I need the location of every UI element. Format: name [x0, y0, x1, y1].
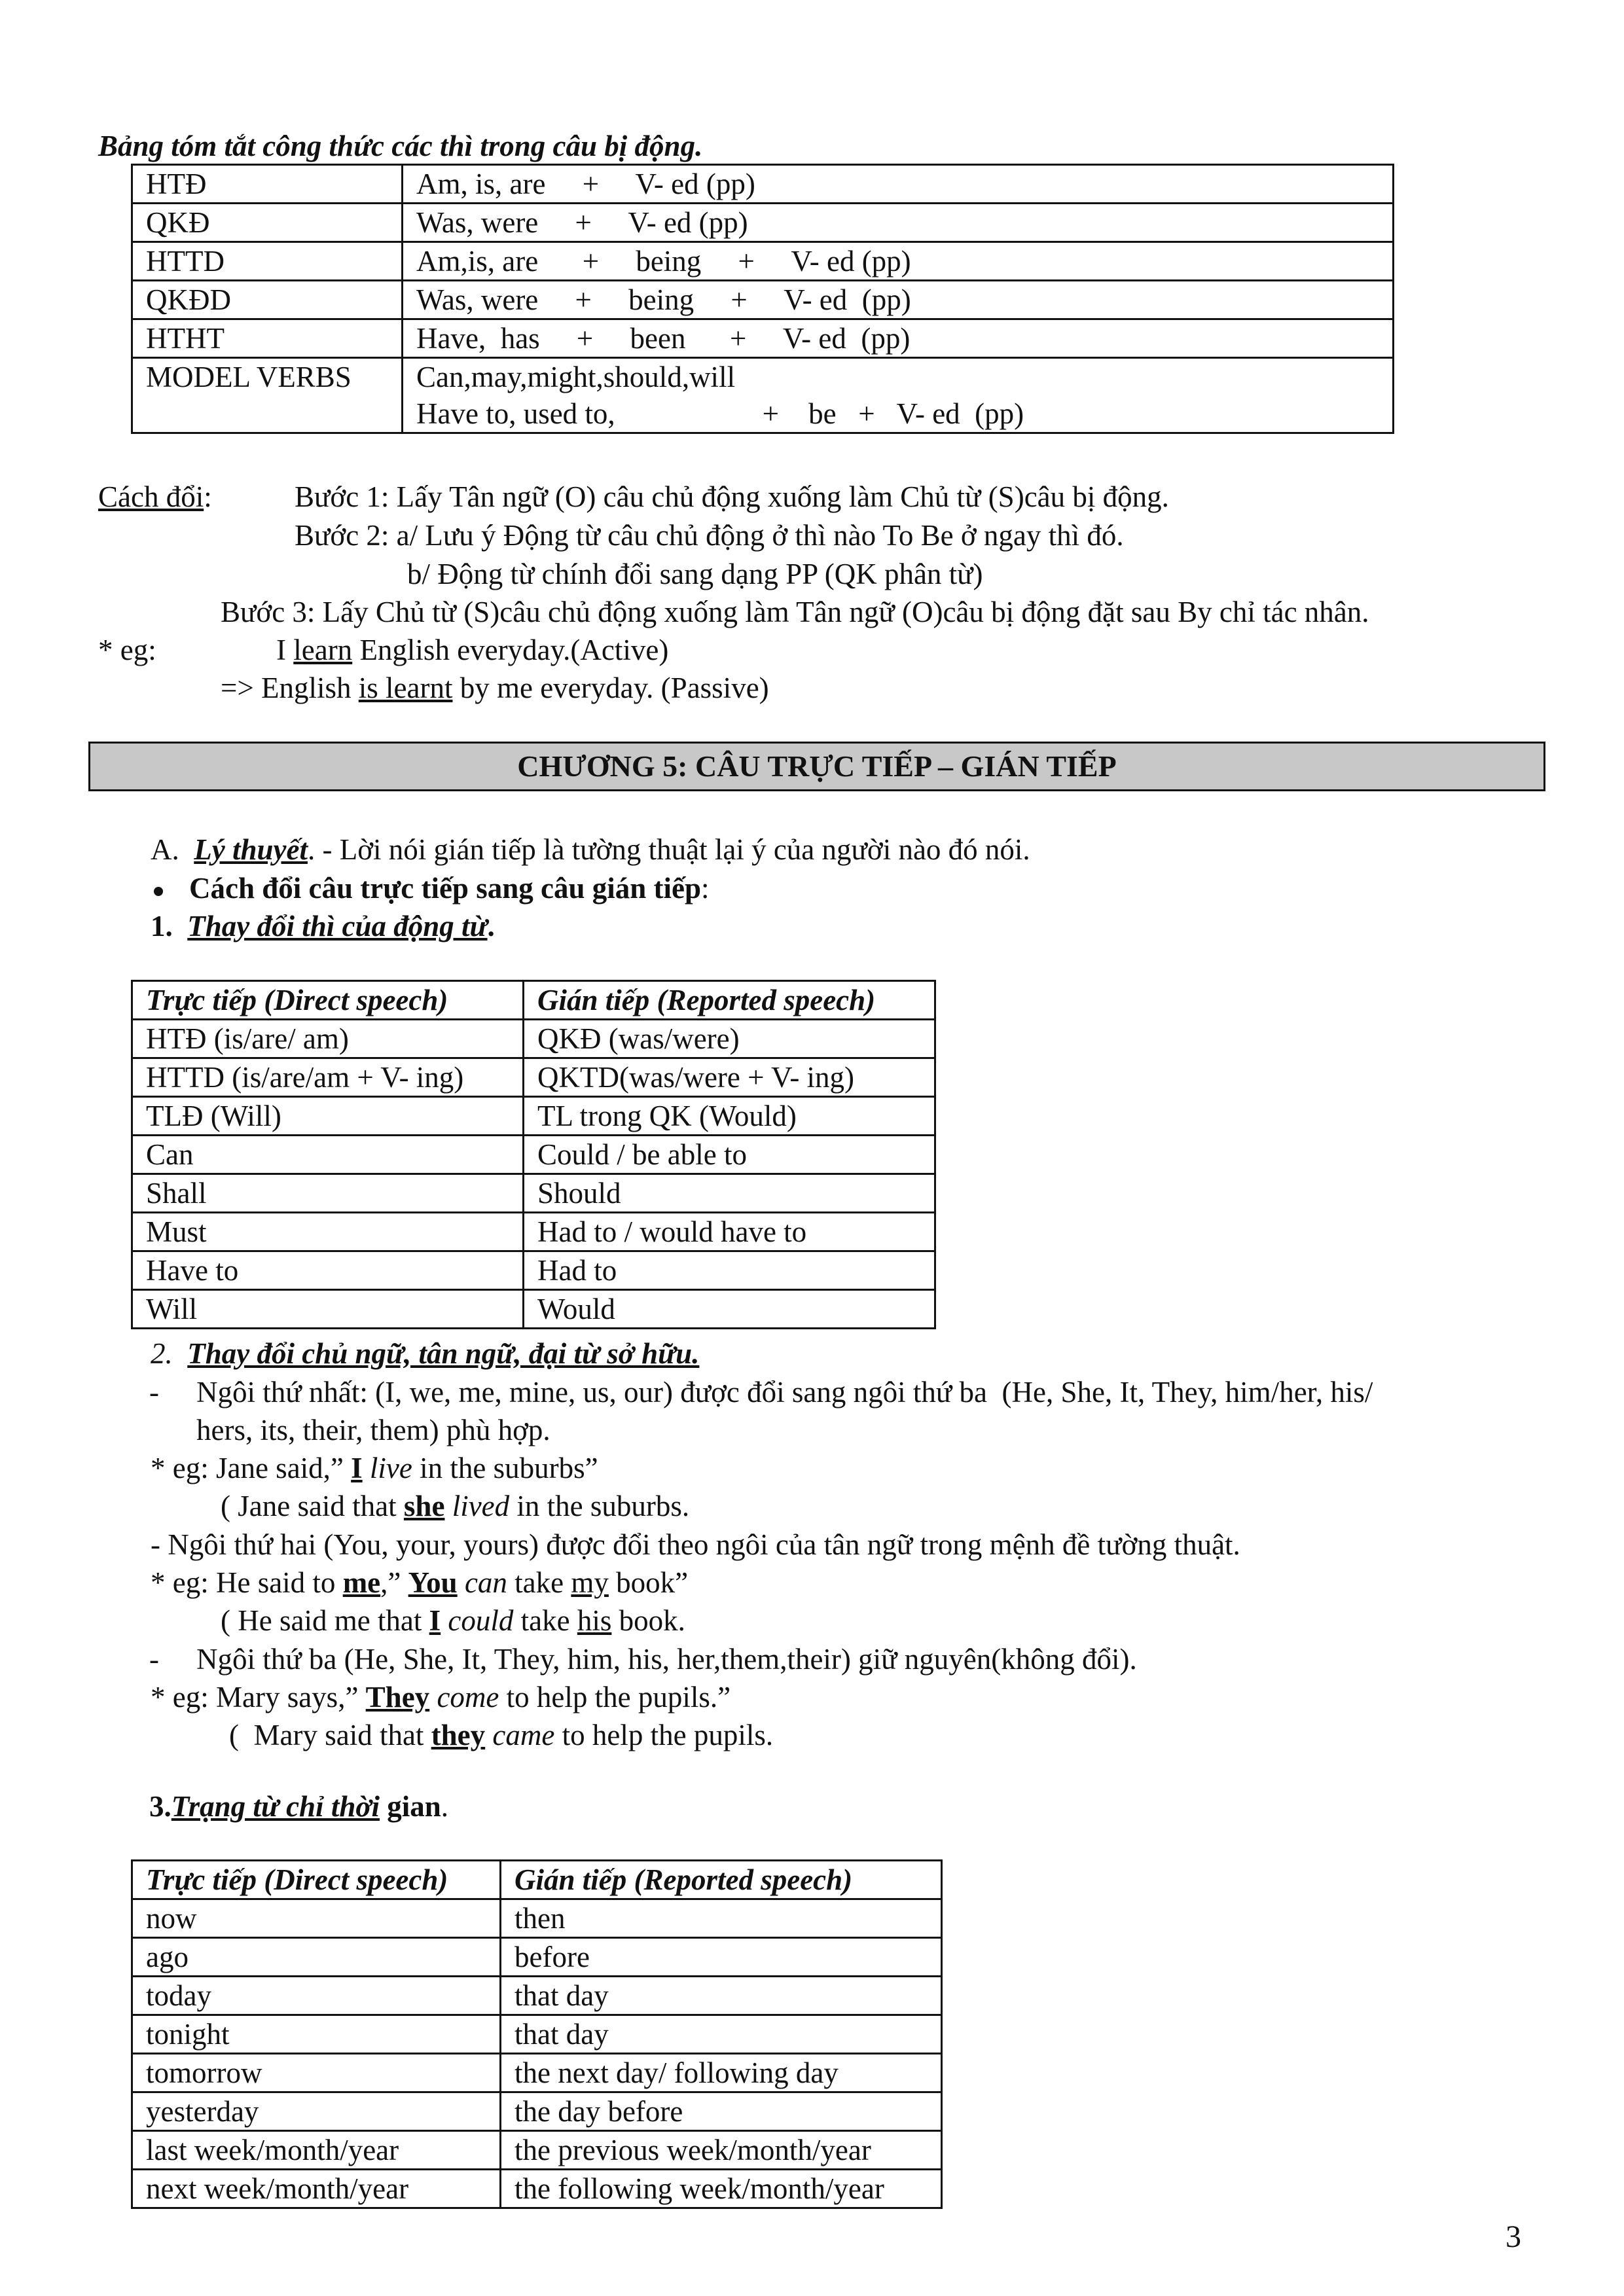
- table-row: Must Had to / would have to: [132, 1213, 935, 1251]
- passive-title: Bảng tóm tắt công thức các thì trong câu bị động.: [98, 130, 703, 162]
- passive-formula-table: [131, 164, 1394, 434]
- table-row: HTĐ Am, is, are + V- ed (pp): [132, 165, 1394, 204]
- eg-label: * eg:: [98, 634, 156, 666]
- tense-change-table: [131, 980, 936, 1329]
- eg-third-reported: ( Mary said that they came to help the pupils.: [229, 1719, 774, 1751]
- steps-label: Cách đổi:: [98, 480, 212, 513]
- second-person-rule: - Ngôi thứ hai (You, your, yours) được đổi theo ngôi của tân ngữ trong mệnh đề tường thuật.: [151, 1528, 1240, 1561]
- eg-second-reported: ( He said me that I could take his book.: [221, 1604, 685, 1637]
- table-header: Trực tiếp (Direct speech) Gián tiếp (Reported speech): [132, 1861, 942, 1899]
- third-person-rule: Ngôi thứ ba (He, She, It, They, him, his, her,them,their) giữ nguyên(không đổi).: [196, 1643, 1137, 1676]
- table-row: HTTD Am,is, are + being + V- ed (pp): [132, 242, 1394, 281]
- table-row: tonight that day: [132, 2015, 942, 2054]
- example-active: I learn English everyday.(Active): [276, 634, 669, 666]
- theory-line: A. Lý thuyết. - Lời nói gián tiếp là tường thuật lại ý của người nào đó nói.: [151, 833, 1030, 866]
- table-row: HTĐ (is/are/ am) QKĐ (was/were): [132, 1020, 935, 1058]
- example-passive: => English is learnt by me everyday. (Passive): [221, 672, 769, 704]
- table-row: ago before: [132, 1938, 942, 1977]
- table-row: last week/month/year the previous week/month/year: [132, 2131, 942, 2170]
- eg-third-direct: * eg: Mary says,” They come to help the pupils.”: [151, 1681, 731, 1713]
- bullet-convert: Cách đổi câu trực tiếp sang câu gián tiếp:: [154, 870, 710, 906]
- chapter-heading: CHƯƠNG 5: CÂU TRỰC TIẾP – GIÁN TIẾP: [88, 742, 1545, 791]
- dash-1: -: [149, 1376, 159, 1408]
- table-row: next week/month/year the following week/month/year: [132, 2170, 942, 2208]
- page-number: 3: [1506, 2219, 1521, 2254]
- step-3: Bước 3: Lấy Chủ từ (S)câu chủ động xuống làm Tân ngữ (O)câu bị động đặt sau By chỉ tác nhân.: [221, 596, 1369, 628]
- table-row: yesterday the day before: [132, 2092, 942, 2131]
- first-person-rule-cont: hers, its, their, them) phù hợp.: [196, 1414, 550, 1446]
- eg-second-direct: * eg: He said to me,” You can take my book”: [151, 1566, 689, 1599]
- dash-3: -: [149, 1643, 159, 1676]
- table-row: Shall Should: [132, 1174, 935, 1213]
- section-1-title: 1. Thay đổi thì của động từ.: [151, 910, 495, 942]
- table-row: MODEL VERBS Can,may,might,should,will Have to, used to, + be + V- ed (pp): [132, 358, 1394, 433]
- table-row: HTHT Have, has + been + V- ed (pp): [132, 319, 1394, 358]
- step-2a: Bước 2: a/ Lưu ý Động từ câu chủ động ở thì nào To Be ở ngay thì đó.: [295, 519, 1124, 552]
- table-row: tomorrow the next day/ following day: [132, 2054, 942, 2092]
- table-row: today that day: [132, 1977, 942, 2015]
- eg-first-reported: ( Jane said that she lived in the suburbs.: [221, 1490, 690, 1522]
- section-2-title: 2. Thay đổi chủ ngữ, tân ngữ, đại từ sở hữu.: [151, 1337, 700, 1370]
- table-row: QKĐD Was, were + being + V- ed (pp): [132, 281, 1394, 319]
- step-2b: b/ Động từ chính đổi sang dạng PP (QK phân từ): [407, 558, 983, 590]
- table-header: Trực tiếp (Direct speech) Gián tiếp (Reported speech): [132, 981, 935, 1020]
- time-adverb-table: [131, 1859, 943, 2209]
- step-1: Bước 1: Lấy Tân ngữ (O) câu chủ động xuống làm Chủ từ (S)câu bị động.: [295, 480, 1169, 513]
- section-3-title: 3.Trạng từ chỉ thời gian.: [149, 1790, 449, 1823]
- table-row: Can Could / be able to: [132, 1136, 935, 1174]
- first-person-rule: Ngôi thứ nhất: (I, we, me, mine, us, our) được đổi sang ngôi thứ ba (He, She, It, They, him/her, his/: [196, 1376, 1373, 1408]
- bullet-icon: [154, 887, 163, 896]
- table-row: now then: [132, 1899, 942, 1938]
- eg-first-direct: * eg: Jane said,” I live in the suburbs”: [151, 1452, 598, 1484]
- table-row: Have to Had to: [132, 1251, 935, 1290]
- table-row: TLĐ (Will) TL trong QK (Would): [132, 1097, 935, 1136]
- table-row: QKĐ Was, were + V- ed (pp): [132, 204, 1394, 242]
- table-row: Will Would: [132, 1290, 935, 1329]
- table-row: HTTD (is/are/am + V- ing) QKTD(was/were + V- ing): [132, 1058, 935, 1097]
